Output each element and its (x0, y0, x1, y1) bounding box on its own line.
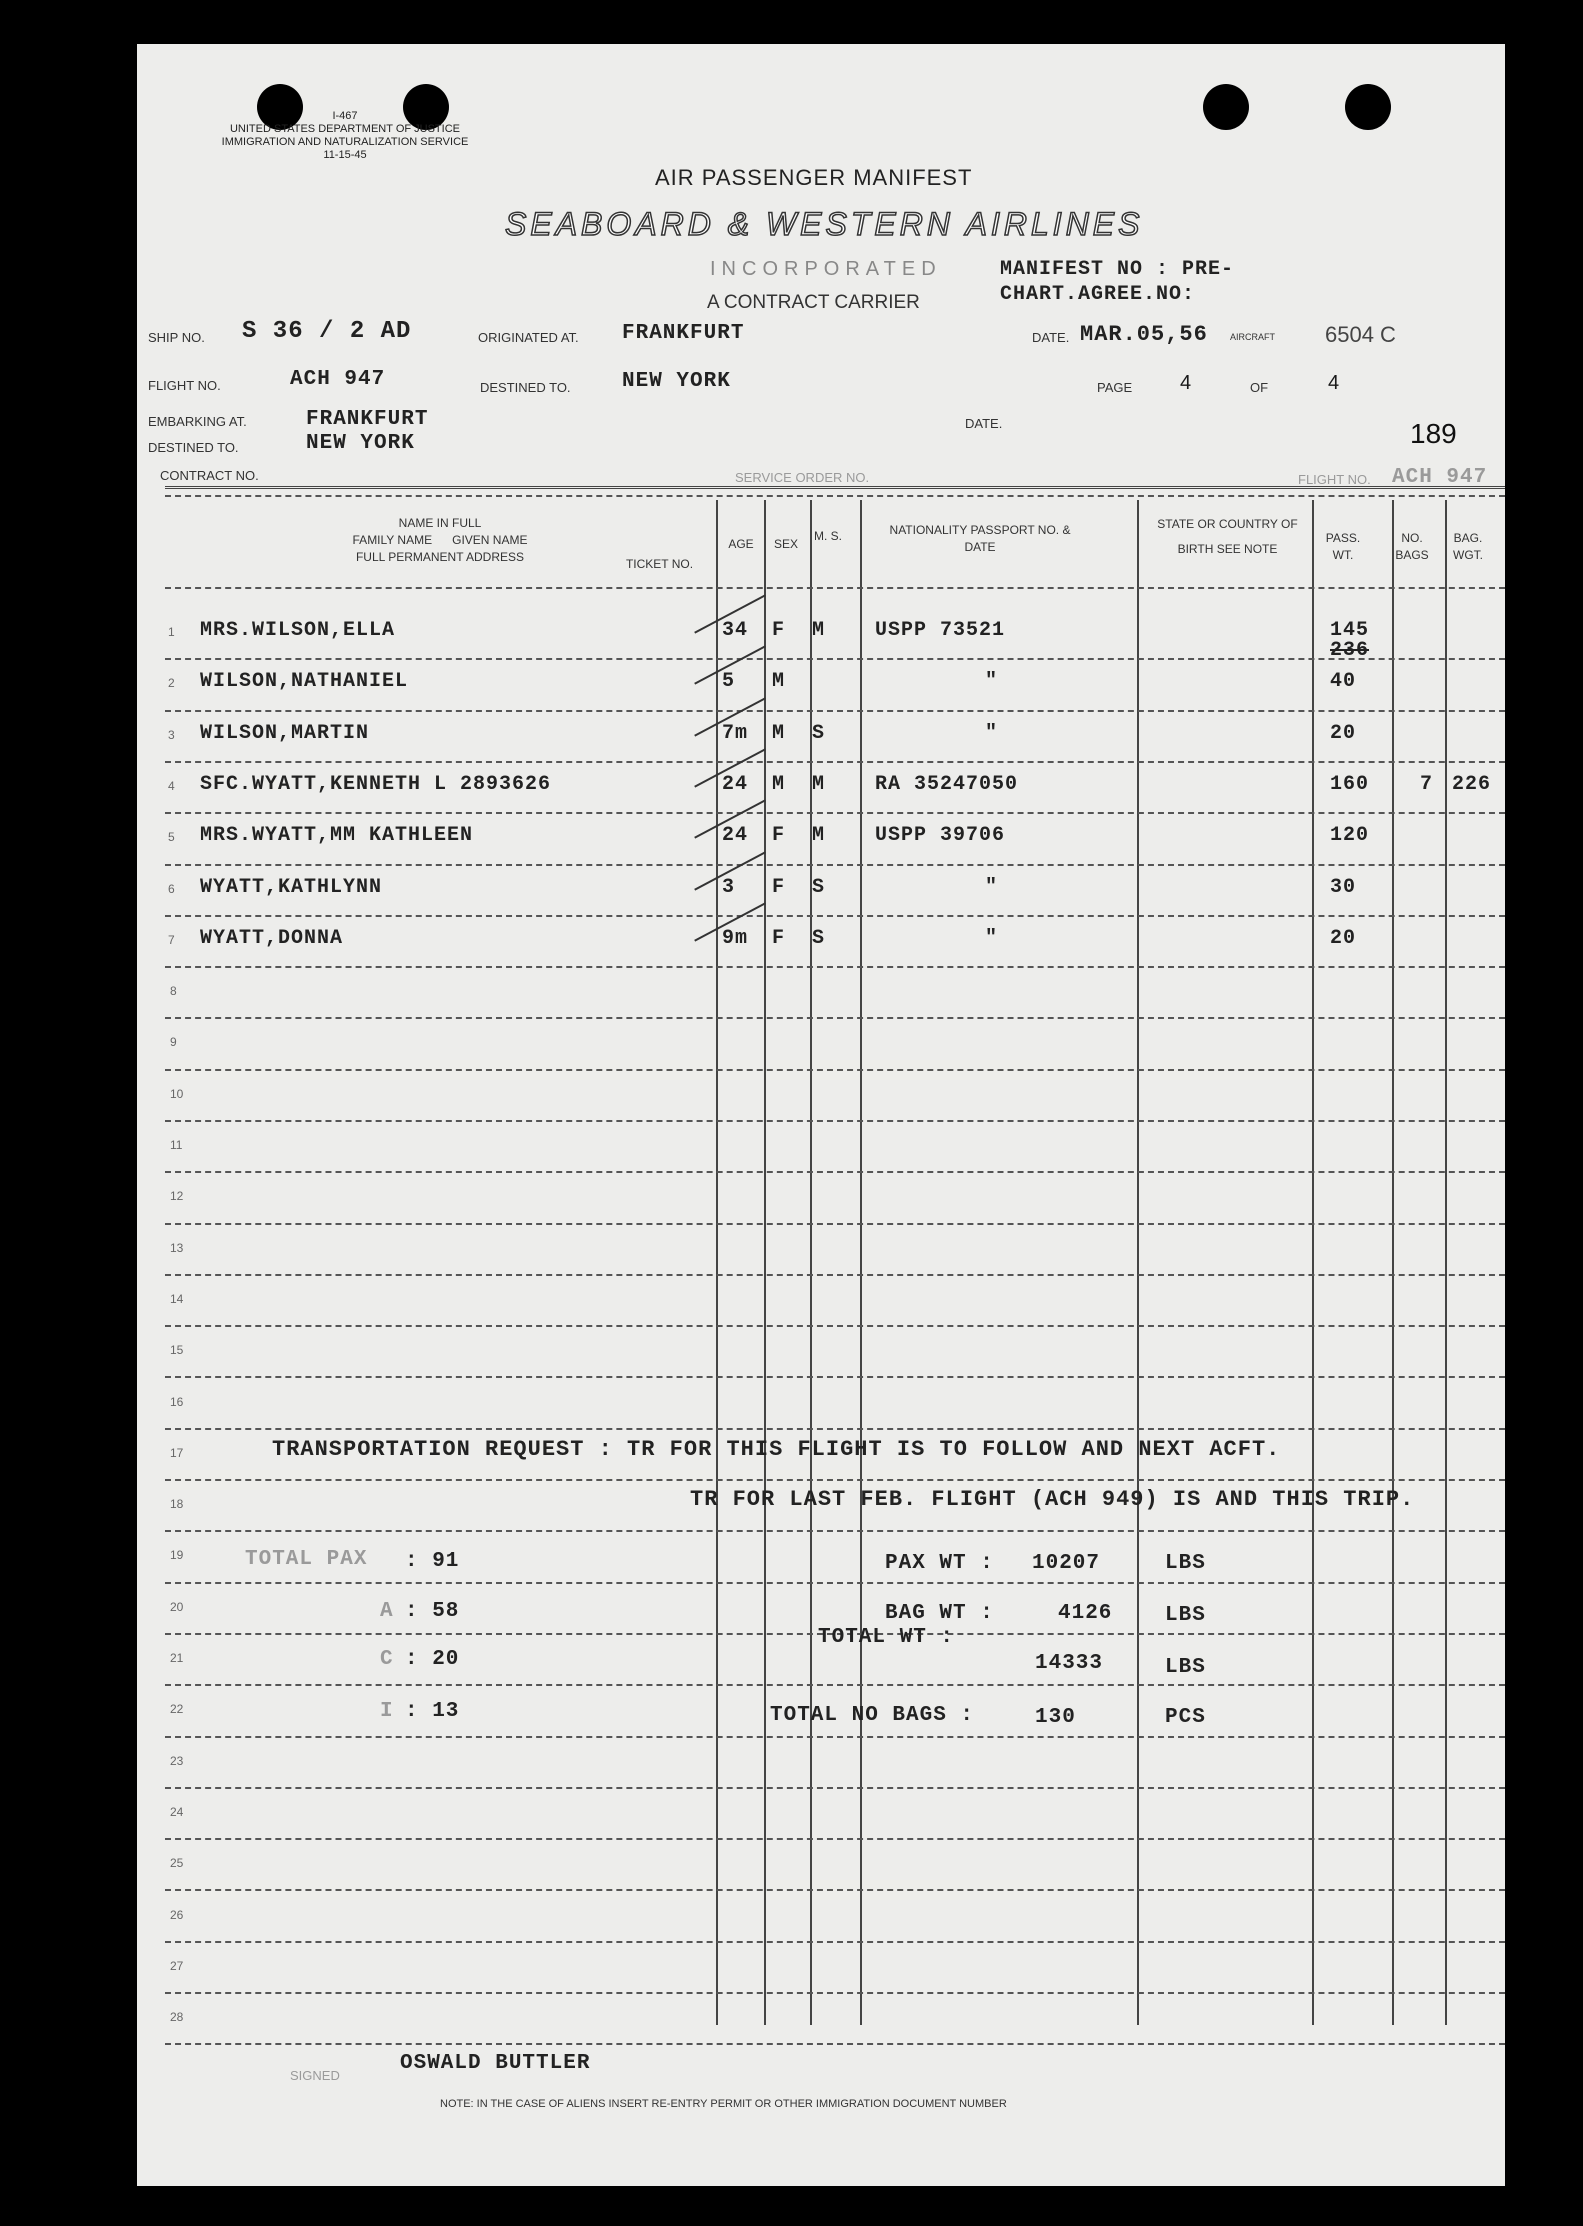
row-line (165, 710, 1505, 712)
column-divider (716, 500, 718, 2025)
row-line (165, 1582, 1505, 1584)
passenger-passport: " (985, 876, 999, 899)
total-c-label: C (380, 1648, 394, 1671)
bag-wt-value: 4126 (1058, 1602, 1113, 1625)
row-line (165, 864, 1505, 866)
airline-name: SEABOARD & WESTERN AIRLINES (505, 206, 1144, 242)
row-line (165, 1889, 1505, 1891)
page-label: PAGE (1097, 380, 1133, 395)
originated-value: FRANKFURT (622, 322, 745, 345)
passenger-sex: M (772, 670, 786, 693)
header-divider (165, 587, 1505, 589)
row-number: 8 (170, 984, 177, 998)
passenger-weight-struck: 236 (1330, 639, 1370, 662)
signed-label: SIGNED (290, 2068, 340, 2083)
flight-no-value: ACH 947 (290, 368, 386, 391)
destined-label: DESTINED TO. (480, 380, 571, 395)
passenger-name: MRS.WYATT,MM KATHLEEN (200, 824, 474, 847)
form-number: I-467 (332, 110, 358, 122)
row-line (165, 966, 1505, 968)
row-line (165, 2043, 1505, 2045)
aircraft-value: 6504 C (1325, 322, 1396, 347)
row-number: 25 (170, 1856, 184, 1870)
row-line (165, 915, 1505, 917)
page-value: 4 (1180, 372, 1192, 394)
manifest-no: MANIFEST NO : PRE- (1000, 258, 1235, 281)
col-family-label: FAMILY NAME (352, 533, 433, 547)
row-line (165, 1992, 1505, 1994)
total-wt-unit: LBS (1165, 1656, 1206, 1679)
destined-value: NEW YORK (622, 370, 731, 393)
ship-no-label: SHIP NO. (148, 330, 205, 345)
passenger-marital: S (812, 927, 826, 950)
passenger-age: 24 (722, 824, 749, 847)
row-line (165, 812, 1505, 814)
row-line (165, 1069, 1505, 1071)
total-pax-value: : 91 (405, 1550, 460, 1573)
row-number: 1 (168, 625, 175, 639)
contract-carrier: A CONTRACT CARRIER (707, 292, 920, 313)
row-number: 2 (168, 676, 175, 690)
passenger-marital: M (812, 619, 826, 642)
passenger-age: 9m (722, 927, 749, 950)
passenger-sex: M (772, 773, 786, 796)
punch-hole (1345, 84, 1391, 130)
note-line-1: TRANSPORTATION REQUEST : TR FOR THIS FLIGHT IS TO FOLLOW AND NEXT ACFT. (272, 1437, 1281, 1462)
row-line (165, 1274, 1505, 1276)
passenger-passport: USPP 73521 (875, 619, 1006, 642)
row-line (165, 1376, 1505, 1378)
passenger-passport: " (985, 670, 999, 693)
total-bags-unit: PCS (1165, 1706, 1206, 1729)
aircraft-label: AIRCRAFT (1230, 332, 1275, 342)
total-a-label: A (380, 1600, 394, 1623)
embarking-label: EMBARKING AT. (148, 414, 247, 429)
row-number: 10 (170, 1087, 184, 1101)
passenger-sex: F (772, 619, 786, 642)
flight-no2-label: FLIGHT NO. (1298, 472, 1371, 487)
total-i-label: I (380, 1700, 394, 1723)
column-divider (1445, 500, 1447, 2025)
row-number: 15 (170, 1343, 184, 1357)
total-a-value: : 58 (405, 1600, 460, 1623)
passenger-name: WYATT,KATHLYNN (200, 876, 383, 899)
column-divider (764, 500, 766, 2025)
date-label: DATE. (1032, 330, 1070, 345)
row-number: 14 (170, 1292, 184, 1306)
ship-no-value: S 36 / 2 AD (242, 318, 412, 345)
header-rule (165, 486, 1505, 489)
row-number: 26 (170, 1908, 184, 1922)
destined-to-label: DESTINED TO. (148, 440, 239, 455)
flight-no-label: FLIGHT NO. (148, 378, 221, 393)
col-header-nationality: NATIONALITY PASSPORT NO. & DATE (889, 523, 1071, 554)
bag-wt-unit: LBS (1165, 1604, 1206, 1627)
col-header-pass-wt: PASS. WT. (1325, 531, 1361, 562)
passenger-marital: S (812, 722, 826, 745)
col-header-age: AGE (728, 537, 754, 551)
originated-label: ORIGINATED AT. (478, 330, 579, 345)
passenger-age: 7m (722, 722, 749, 745)
col-header-ticket: TICKET NO. (625, 557, 694, 571)
signed-name: OSWALD BUTTLER (400, 2052, 591, 2075)
pax-wt-label: PAX WT : (885, 1552, 994, 1575)
column-divider (1312, 500, 1314, 2025)
row-line (165, 1479, 1505, 1481)
col-family-given (240, 532, 640, 549)
row-number: 6 (168, 882, 175, 896)
punch-hole (1203, 84, 1249, 130)
sheet-number: 189 (1410, 418, 1457, 449)
total-i-value: : 13 (405, 1700, 460, 1723)
total-c-value: : 20 (405, 1648, 460, 1671)
row-number: 12 (170, 1189, 184, 1203)
passenger-weight: 20 (1330, 927, 1357, 950)
passenger-sex: M (772, 722, 786, 745)
footer-note: NOTE: IN THE CASE OF ALIENS INSERT RE-ENTRY PERMIT OR OTHER IMMIGRATION DOCUMENT NUMBER (440, 2098, 1007, 2110)
service-order-label: SERVICE ORDER NO. (735, 470, 870, 485)
total-bags-value: 130 (1035, 1706, 1076, 1729)
row-number: 4 (168, 779, 175, 793)
passenger-sex: F (772, 927, 786, 950)
department: UNITED STATES DEPARTMENT OF JUSTICE (229, 123, 460, 135)
col-header-bag-wgt: BAG. WGT. (1453, 531, 1483, 562)
row-line (165, 761, 1505, 763)
row-line (165, 1428, 1505, 1430)
passenger-name: WILSON,MARTIN (200, 722, 370, 745)
form-date: 11-15-45 (323, 149, 367, 161)
total-wt-label: TOTAL WT : (818, 1626, 955, 1649)
passenger-marital: M (812, 773, 826, 796)
passenger-bag-weight: 226 (1452, 773, 1492, 796)
row-line (165, 1941, 1505, 1943)
row-number: 5 (168, 830, 175, 844)
col-header-ms: M. S. (813, 529, 842, 543)
agency-header (170, 110, 520, 162)
col-header-birth: STATE OR COUNTRY OF BIRTH SEE NOTE (1157, 517, 1298, 556)
bag-wt-label: BAG WT : (885, 1602, 994, 1625)
row-line (165, 1736, 1505, 1738)
row-number: 22 (170, 1702, 184, 1716)
row-number: 18 (170, 1497, 184, 1511)
row-number: 3 (168, 728, 175, 742)
passenger-weight: 40 (1330, 670, 1357, 693)
total-pax-label: TOTAL PAX (245, 1548, 368, 1571)
note-line-2: TR FOR LAST FEB. FLIGHT (ACH 949) IS AND THIS TRIP. (690, 1487, 1415, 1512)
passenger-name: MRS.WILSON,ELLA (200, 619, 396, 642)
row-number: 16 (170, 1395, 184, 1409)
embarking-value: FRANKFURT (306, 408, 429, 431)
column-divider (1137, 500, 1139, 2025)
passenger-weight: 145 (1330, 619, 1370, 642)
row-number: 17 (170, 1446, 184, 1460)
col-header-name (240, 515, 640, 566)
passenger-weight: 30 (1330, 876, 1357, 899)
passenger-marital: S (812, 876, 826, 899)
incorporated: INCORPORATED (710, 258, 942, 280)
pax-wt-value: 10207 (1032, 1552, 1101, 1575)
column-divider (1392, 500, 1394, 2025)
chart-agree-no: CHART.AGREE.NO: (1000, 283, 1196, 306)
row-line (165, 1223, 1505, 1225)
row-number: 27 (170, 1959, 184, 1973)
passenger-age: 24 (722, 773, 749, 796)
of-value: 4 (1328, 372, 1340, 394)
row-line (165, 1838, 1505, 1840)
passenger-weight: 160 (1330, 773, 1370, 796)
row-line (165, 1530, 1505, 1532)
passenger-passport: RA 35247050 (875, 773, 1019, 796)
row-number: 19 (170, 1548, 184, 1562)
passenger-passport: USPP 39706 (875, 824, 1006, 847)
passenger-marital: M (812, 824, 826, 847)
contract-no-label: CONTRACT NO. (160, 468, 259, 483)
passenger-age: 3 (722, 876, 736, 899)
row-number: 13 (170, 1241, 184, 1255)
header-rule (165, 495, 1505, 497)
of-label: OF (1250, 380, 1269, 395)
col-header-bags: NO. BAGS (1395, 531, 1429, 562)
date2-label: DATE. (965, 416, 1003, 431)
row-line (165, 658, 1505, 660)
passenger-age: 5 (722, 670, 736, 693)
col-header-sex: SEX (773, 537, 798, 551)
row-line (165, 1325, 1505, 1327)
col-given-label: GIVEN NAME (452, 533, 528, 547)
column-divider (860, 500, 862, 2025)
passenger-sex: F (772, 876, 786, 899)
total-bags-label: TOTAL NO BAGS : (770, 1704, 975, 1727)
total-wt-value: 14333 (1035, 1652, 1104, 1675)
row-line (165, 1171, 1505, 1173)
destined-to-value: NEW YORK (306, 432, 415, 455)
row-number: 28 (170, 2010, 184, 2024)
flight-no2-value: ACH 947 (1392, 466, 1488, 489)
passenger-name: WILSON,NATHANIEL (200, 670, 409, 693)
row-line (165, 1787, 1505, 1789)
row-line (165, 1684, 1505, 1686)
page-title: AIR PASSENGER MANIFEST (655, 165, 973, 190)
row-number: 24 (170, 1805, 184, 1819)
col-name-label: NAME IN FULL (398, 516, 482, 530)
passenger-passport: " (985, 722, 999, 745)
passenger-name: WYATT,DONNA (200, 927, 344, 950)
passenger-age: 34 (722, 619, 749, 642)
row-line (165, 1120, 1505, 1122)
row-number: 11 (170, 1138, 183, 1152)
passenger-passport: " (985, 927, 999, 950)
manifest-sheet (137, 44, 1505, 2186)
date-value: MAR.05,56 (1080, 322, 1208, 347)
row-number: 23 (170, 1754, 184, 1768)
passenger-bags: 7 (1420, 773, 1434, 796)
passenger-weight: 120 (1330, 824, 1370, 847)
pax-wt-unit: LBS (1165, 1552, 1206, 1575)
service: IMMIGRATION AND NATURALIZATION SERVICE (221, 136, 469, 148)
row-number: 21 (170, 1651, 184, 1665)
row-number: 20 (170, 1600, 184, 1614)
row-line (165, 1017, 1505, 1019)
row-number: 9 (170, 1035, 177, 1049)
passenger-name: SFC.WYATT,KENNETH L 2893626 (200, 773, 552, 796)
passenger-sex: F (772, 824, 786, 847)
passenger-weight: 20 (1330, 722, 1357, 745)
row-number: 7 (168, 933, 175, 947)
col-address-label: FULL PERMANENT ADDRESS (355, 550, 525, 564)
